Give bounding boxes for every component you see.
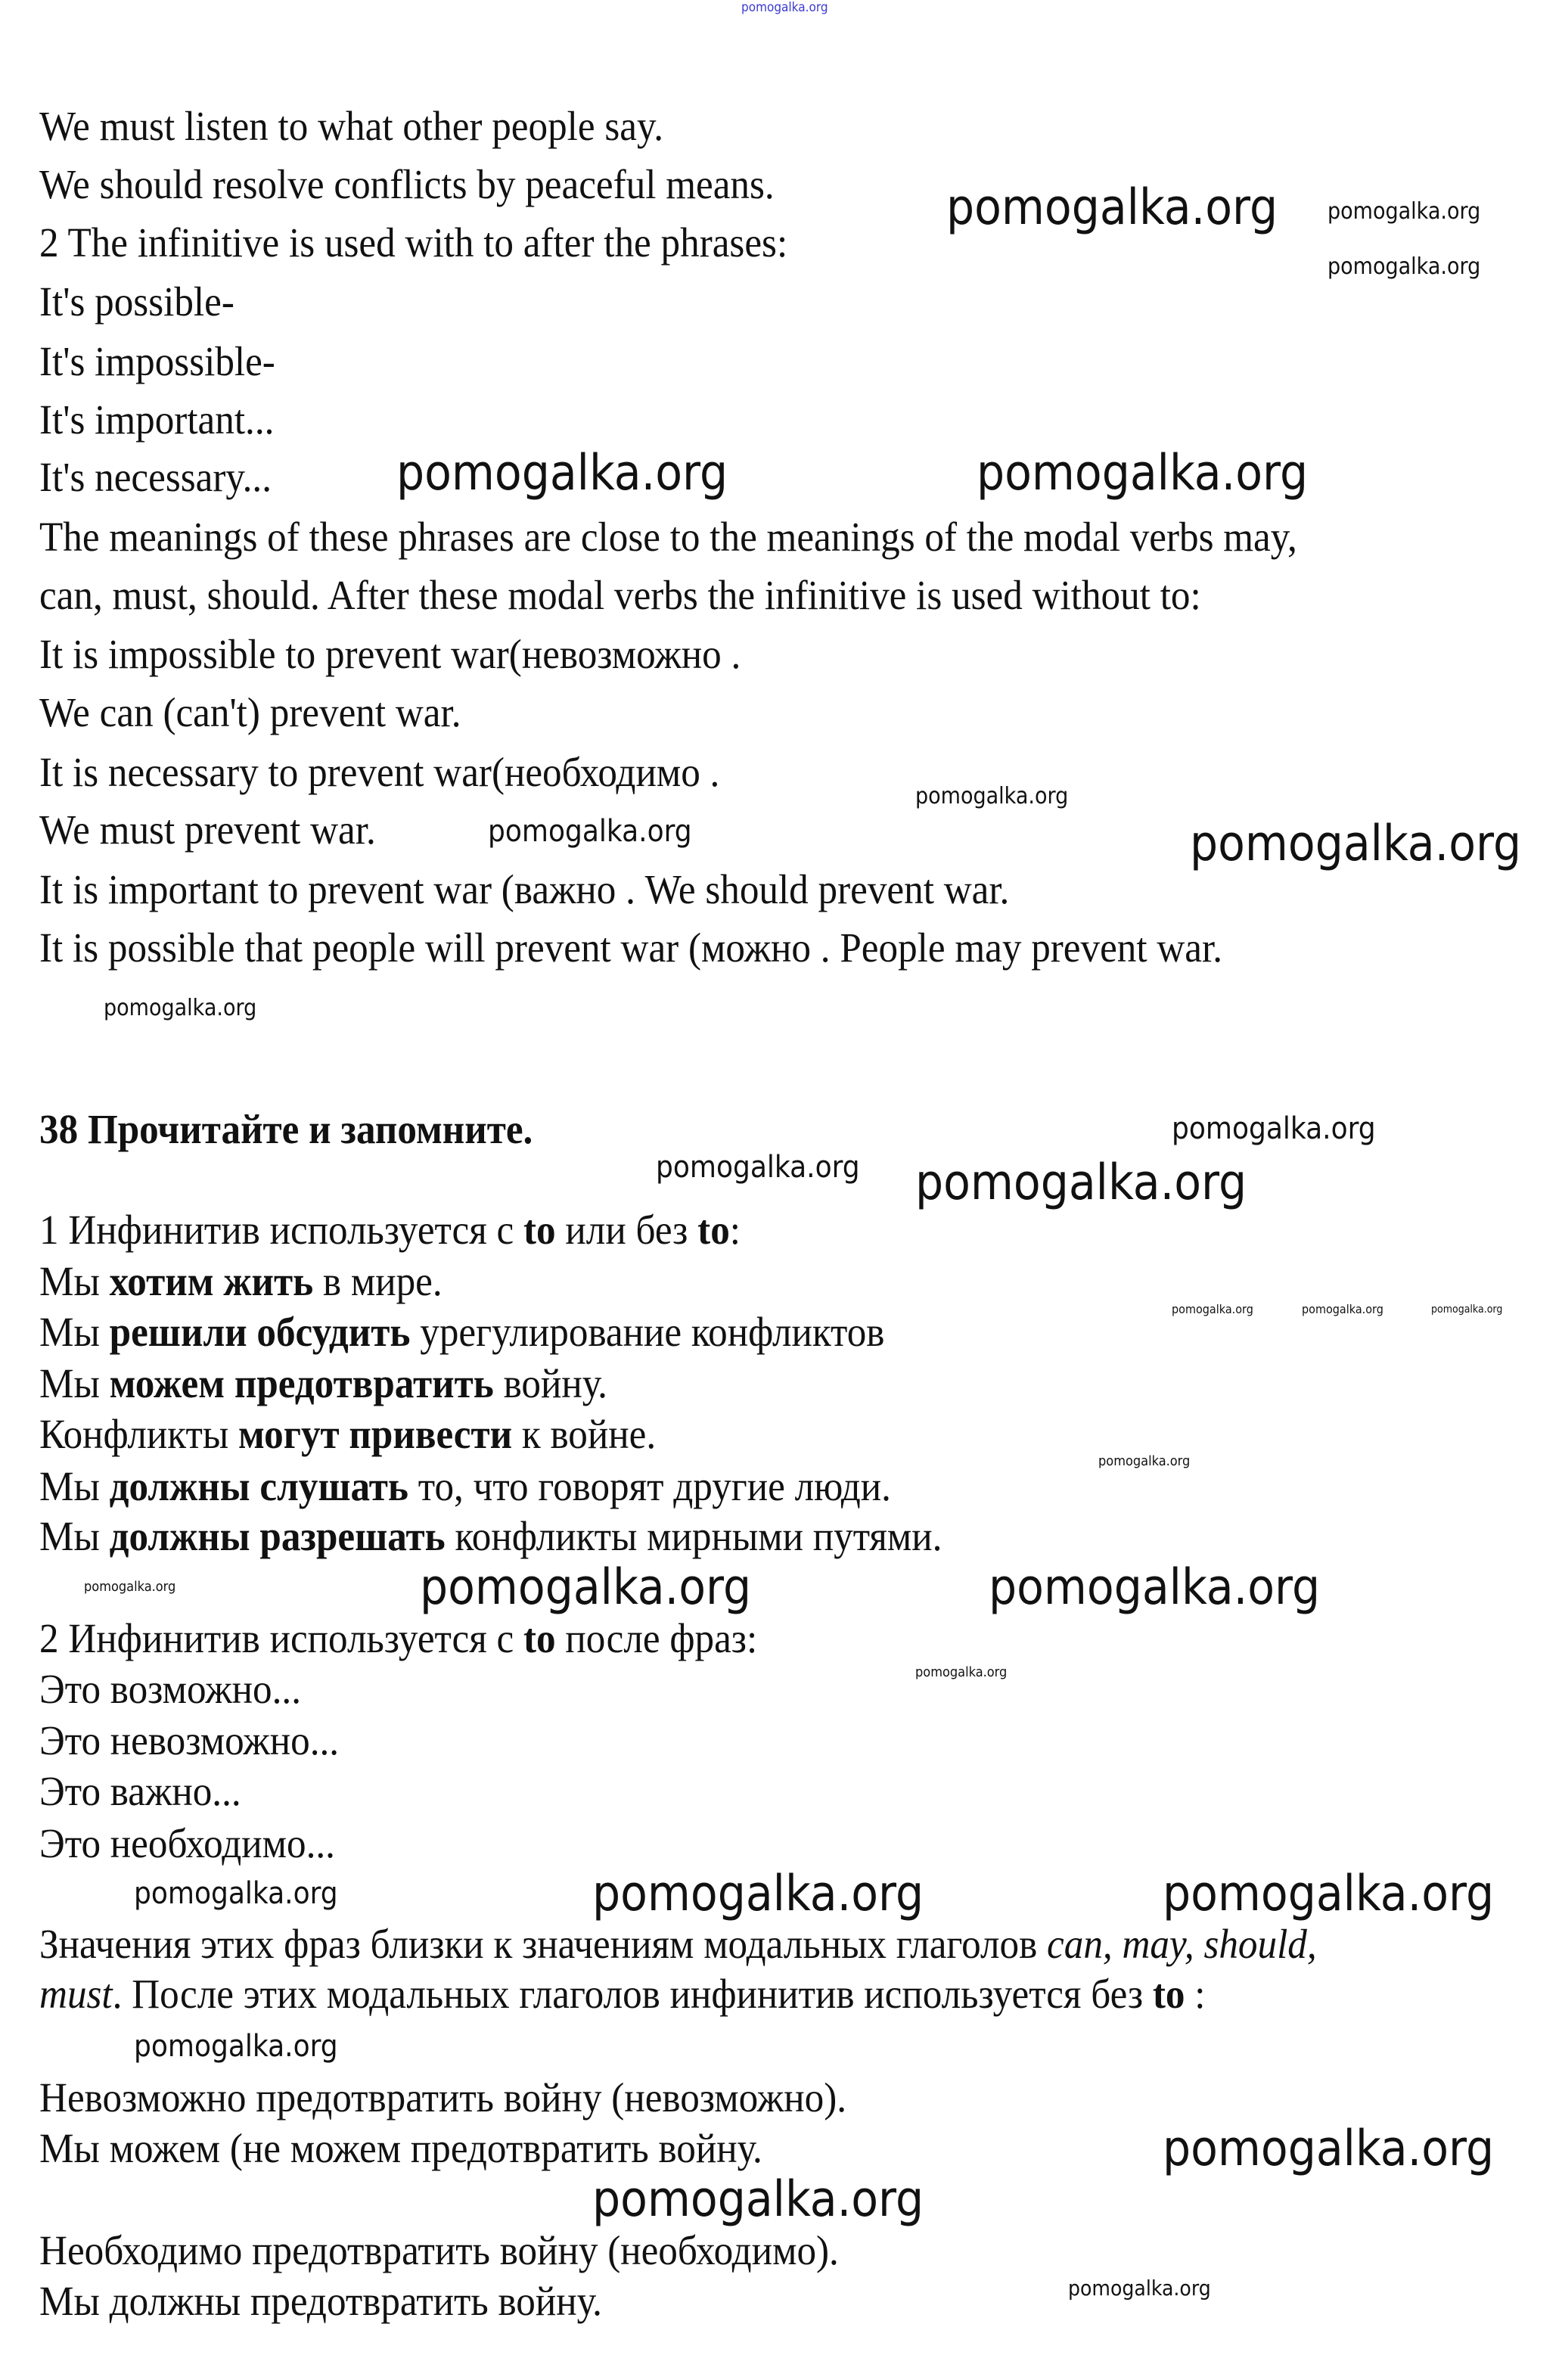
text-segment: : xyxy=(1185,1971,1206,2017)
watermark: pomogalka.org xyxy=(396,445,728,502)
watermark: pomogalka.org xyxy=(104,995,257,1021)
russian-text-line xyxy=(39,1257,443,1306)
watermark: pomogalka.org xyxy=(488,814,692,849)
bold-text: to xyxy=(523,1207,556,1253)
text-segment: в мире. xyxy=(313,1258,443,1304)
text-segment: can, must, should. After these modal verbs the infinitive is used without to: xyxy=(39,572,1201,618)
bold-text: должны слушать xyxy=(109,1463,408,1509)
text-segment: Мы должны предотвратить войну. xyxy=(39,2278,602,2324)
watermark: pomogalka.org xyxy=(134,1876,338,1911)
english-text-line xyxy=(39,865,1009,914)
russian-text-line xyxy=(39,1410,656,1459)
text-segment: Мы xyxy=(39,1258,110,1304)
text-segment: It is impossible to prevent war(невозможно . xyxy=(39,631,741,677)
russian-text-line xyxy=(39,2277,602,2326)
text-segment: Конфликты xyxy=(39,1411,238,1457)
text-segment: We should resolve conflicts by peaceful means. xyxy=(39,161,775,207)
english-text-line xyxy=(39,688,461,737)
text-segment: It's impossible- xyxy=(39,338,275,384)
text-segment: We must prevent war. xyxy=(39,806,376,853)
text-segment: We must listen to what other people say. xyxy=(39,103,663,149)
bold-text: могут привести xyxy=(238,1411,513,1457)
bold-text: to xyxy=(697,1207,730,1253)
text-segment: It is necessary to prevent war(необходимо . xyxy=(39,749,720,795)
bold-text: можем предотвратить xyxy=(109,1360,494,1406)
text-segment: It's important... xyxy=(39,396,275,443)
text-segment: We can (can't) prevent war. xyxy=(39,689,461,735)
russian-text-line xyxy=(39,1767,241,1816)
text-segment: It is important to prevent war (важно . We should prevent war. xyxy=(39,866,1010,912)
text-segment: к войне. xyxy=(512,1411,657,1457)
watermark: pomogalka.org xyxy=(915,1664,1008,1680)
english-text-line xyxy=(39,453,272,502)
english-text-line xyxy=(39,630,741,679)
text-segment: Это необходимо... xyxy=(39,1820,335,1866)
text-segment: Мы xyxy=(39,1309,110,1355)
russian-text-line xyxy=(39,1920,1317,1968)
english-text-line xyxy=(39,924,1222,972)
italic-text: must xyxy=(39,1971,113,2017)
watermark: pomogalka.org xyxy=(1328,253,1481,280)
bold-text: должны разрешать xyxy=(109,1513,446,1559)
watermark: pomogalka.org xyxy=(84,1579,176,1595)
text-segment: или без xyxy=(555,1207,698,1253)
english-text-line xyxy=(39,571,1201,620)
text-segment: Мы xyxy=(39,1513,110,1559)
text-segment: Мы xyxy=(39,1463,110,1509)
watermark: pomogalka.org xyxy=(1163,2121,1495,2177)
watermark: pomogalka.org xyxy=(915,1154,1247,1211)
text-segment: 2 Инфинитив используется с xyxy=(39,1615,524,1661)
watermark: pomogalka.org xyxy=(946,179,1278,236)
text-segment: то, что говорят другие люди. xyxy=(408,1463,891,1509)
russian-text-line xyxy=(39,1308,884,1356)
russian-text-line xyxy=(39,1206,741,1254)
text-segment: урегулирование конфликтов xyxy=(410,1309,885,1355)
watermark: pomogalka.org xyxy=(592,2171,924,2228)
english-text-line xyxy=(39,102,663,151)
text-segment: войну. xyxy=(493,1360,607,1406)
watermark: pomogalka.org xyxy=(989,1559,1321,1616)
russian-text-line xyxy=(39,2074,846,2122)
text-segment: Необходимо предотвратить войну (необходимо). xyxy=(39,2227,839,2273)
english-text-line xyxy=(39,513,1297,561)
english-text-line xyxy=(39,337,275,386)
section-heading xyxy=(39,1105,533,1154)
text-segment: 38 Прочитайте и запомните. xyxy=(39,1106,533,1152)
russian-text-line xyxy=(39,1819,335,1868)
text-segment: It's necessary... xyxy=(39,454,272,500)
text-segment: 1 Инфинитив используется с xyxy=(39,1207,524,1253)
text-segment: Значения этих фраз близки к значениям модальных глаголов xyxy=(39,1921,1048,1967)
italic-text: can, may, should, xyxy=(1047,1921,1317,1967)
russian-text-line xyxy=(39,1614,757,1663)
text-segment: It's possible- xyxy=(39,278,234,325)
watermark: pomogalka.org xyxy=(915,783,1069,809)
text-segment: после фраз: xyxy=(555,1615,758,1661)
english-text-line xyxy=(39,396,274,444)
watermark: pomogalka.org xyxy=(1190,816,1522,872)
watermark: pomogalka.org xyxy=(1431,1303,1503,1316)
english-text-line xyxy=(39,219,787,267)
russian-text-line xyxy=(39,1359,607,1408)
bold-text: to xyxy=(523,1615,556,1661)
russian-text-line xyxy=(39,1512,942,1561)
text-segment: конфликты мирными путями. xyxy=(445,1513,942,1559)
bold-text: to xyxy=(1152,1971,1185,2017)
watermark: pomogalka.org xyxy=(1098,1453,1191,1469)
russian-text-line xyxy=(39,2124,762,2173)
russian-text-line xyxy=(39,1717,339,1765)
watermark: pomogalka.org xyxy=(1163,1866,1495,1922)
text-segment: . После этих модальных глаголов инфинитив используется без xyxy=(112,1971,1153,2017)
english-text-line xyxy=(39,748,719,797)
watermark: pomogalka.org xyxy=(1172,1302,1253,1316)
text-segment: The meanings of these phrases are close to the meanings of the modal verbs may, xyxy=(39,514,1297,560)
russian-text-line xyxy=(39,1665,301,1714)
watermark: pomogalka.org xyxy=(1172,1111,1376,1146)
english-text-line xyxy=(39,160,775,209)
bold-text: решили обсудить xyxy=(109,1309,411,1355)
watermark: pomogalka.org xyxy=(1302,1302,1383,1316)
text-segment: Это возможно... xyxy=(39,1666,301,1712)
russian-text-line xyxy=(39,1970,1206,2018)
english-text-line xyxy=(39,806,376,854)
text-segment: 2 The infinitive is used with to after the phrases: xyxy=(39,219,788,266)
watermark: pomogalka.org xyxy=(420,1559,752,1616)
text-segment: Это невозможно... xyxy=(39,1717,340,1763)
watermark: pomogalka.org xyxy=(656,1150,860,1185)
russian-text-line xyxy=(39,2226,839,2275)
bold-text: хотим жить xyxy=(109,1258,314,1304)
english-text-line xyxy=(39,278,234,326)
text-segment: Мы можем (не можем предотвратить войну. xyxy=(39,2125,762,2171)
text-segment: It is possible that people will prevent war (можно . People may prevent war. xyxy=(39,924,1222,971)
watermark: pomogalka.org xyxy=(1328,198,1481,225)
header-watermark: pomogalka.org xyxy=(741,0,828,15)
watermark: pomogalka.org xyxy=(977,445,1309,502)
text-segment: Мы xyxy=(39,1360,110,1406)
text-segment: Это важно... xyxy=(39,1768,241,1814)
text-segment: Невозможно предотвратить войну (невозможно). xyxy=(39,2074,847,2121)
russian-text-line xyxy=(39,1462,891,1511)
watermark: pomogalka.org xyxy=(592,1866,924,1922)
watermark: pomogalka.org xyxy=(134,2029,338,2064)
text-segment: : xyxy=(729,1207,741,1253)
watermark: pomogalka.org xyxy=(1068,2276,1211,2301)
